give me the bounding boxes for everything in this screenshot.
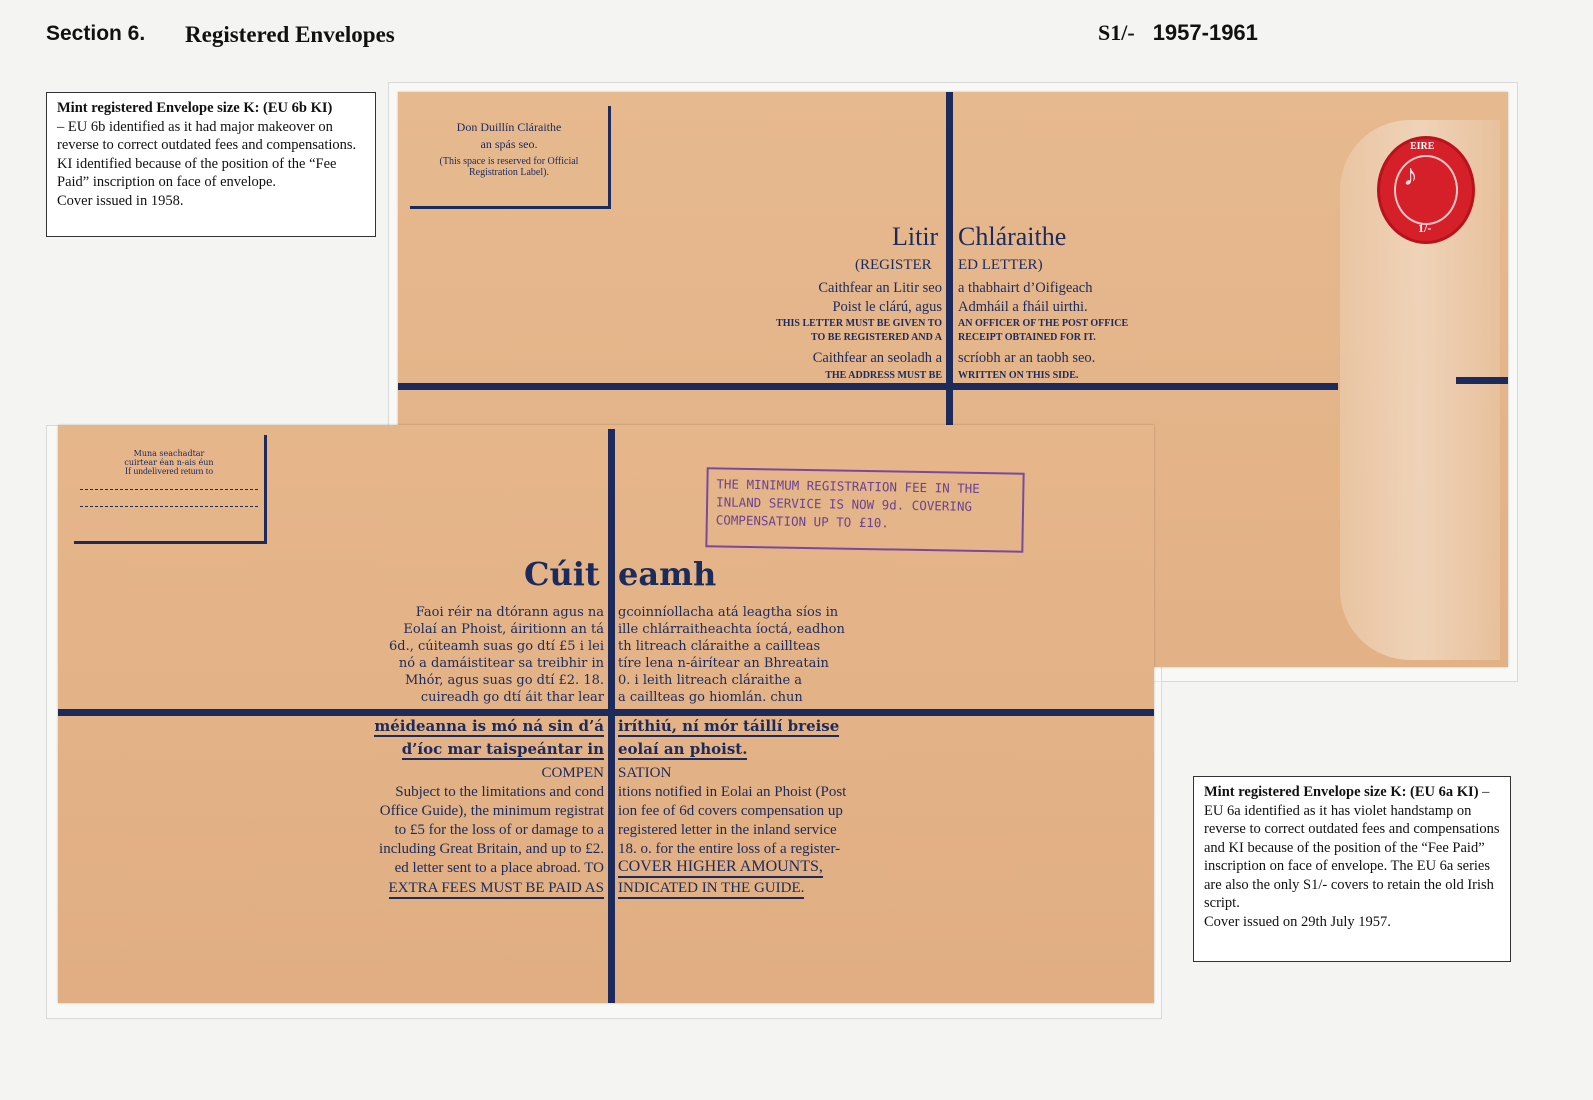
registration-label-box <box>410 106 611 209</box>
note-eu6b-body: – EU 6b identified as it had major makeover on reverse to correct outdated fees and compensations. KI identified because of the position of the “Fee Paid” inscription on face of envelope. <box>57 118 357 190</box>
front-right-line: RECEIPT OBTAINED FOR IT. <box>958 332 1096 343</box>
blue-cross-horizontal <box>398 383 1338 390</box>
page-title: Registered Envelopes <box>185 22 395 47</box>
title-cuit: Cúit <box>524 555 600 593</box>
compensation-left: COMPEN <box>541 765 604 781</box>
gael-left-line: Faoi réir na dtórann agus na <box>415 605 604 620</box>
return-address-box <box>74 435 267 544</box>
front-right-line: AN OFFICER OF THE POST OFFICE <box>958 318 1129 329</box>
gael-right-line: a caillteas go hiomlán. chun <box>618 690 803 705</box>
gael-left-line: nó a damáistitear sa treibhir in <box>398 656 604 671</box>
gael-left-line: Mhór, agus suas go dtí £2. 18. <box>404 673 604 688</box>
gael-right-line: ille chlárraitheachta íoctá, eadhon <box>618 622 845 637</box>
stamp-denomination: 1/- <box>1418 221 1432 235</box>
gael-left-line: 6d., cúiteamh suas go dtí £5 i lei <box>389 639 604 654</box>
gael-bold-left: d’íoc mar taispeántar in <box>401 740 604 758</box>
title-chlaraithe: Chláraithe <box>958 222 1067 251</box>
front-right-line: WRITTEN ON THIS SIDE. <box>958 370 1079 381</box>
gael-left-line: cuireadh go dtí áit thar lear <box>420 690 604 705</box>
label-box-irish-2: an spás seo. <box>480 137 538 151</box>
note-eu6a <box>1193 776 1511 962</box>
handstamp-line: COMPENSATION UP TO £10. <box>715 512 890 531</box>
gael-right-line: 0. i leith litreach cláraithe a <box>618 673 803 688</box>
note-eu6a-body: – EU 6a identified as it has violet handstamp on reverse to correct outdated fees and compensations and KI because of the position of the “Fee Paid” inscription on face of envelope. The EU 6a series are also the only S1/- covers to retain the old Irish script. <box>1204 784 1500 911</box>
eng-left-line: ed letter sent to a place abroad. TO <box>394 860 604 876</box>
subtitle-ed-letter: ED LETTER) <box>958 257 1043 273</box>
eng-right-line: registered letter in the inland service <box>618 822 837 838</box>
eng-left-line: Subject to the limitations and cond <box>395 784 604 800</box>
address-line <box>80 489 258 490</box>
gael-right-line: th litreach cláraithe a caillteas <box>618 639 821 654</box>
front-left-line: Caithfear an Litir seo <box>818 280 942 296</box>
eng-left-line: Office Guide), the minimum registrat <box>379 803 604 819</box>
stamp-value: S1/- <box>1098 20 1135 45</box>
front-left-line: THIS LETTER MUST BE GIVEN TO <box>776 318 942 329</box>
front-left-line: Poist le clárú, agus <box>832 299 942 315</box>
eng-right-line: itions notified in Eolai an Phoist (Post <box>618 784 847 800</box>
note-eu6b-issued: Cover issued in 1958. <box>57 192 184 209</box>
handstamp-line: INLAND SERVICE IS NOW 9d. COVERING <box>715 494 973 514</box>
eng-left-line: EXTRA FEES MUST BE PAID AS <box>389 880 604 899</box>
eng-right-line: 18. o. for the entire loss of a register- <box>618 841 841 857</box>
return-irish-2: cuirtear éan n-ais éun <box>124 458 214 467</box>
gael-right-line: tíre lena n-áirítear an Bhreatain <box>618 656 829 671</box>
stamp-country: EIRE <box>1410 141 1435 152</box>
eng-left-line: to £5 for the loss of or damage to a <box>394 822 604 838</box>
front-left-line: Caithfear an seoladh a <box>812 350 942 366</box>
front-right-line: a thabhairt d’Oifigeach <box>958 280 1093 296</box>
front-right-line: Admháil a fháil uirthi. <box>958 299 1088 315</box>
gael-bold-left: méideanna is mó ná sin d’á <box>374 717 604 735</box>
compensation-right: SATION <box>618 765 672 781</box>
title-eamh: eamh <box>618 555 717 593</box>
gael-bold-right: iríthiú, ní mór táillí breise <box>618 717 840 735</box>
handstamp-line: THE MINIMUM REGISTRATION FEE IN THE <box>716 476 980 496</box>
label-box-irish-1: Don Duillín Cláraithe <box>456 120 562 134</box>
subtitle-register: (REGISTER <box>855 257 932 273</box>
eng-right-line: INDICATED IN THE GUIDE. <box>618 880 804 899</box>
front-left-line: THE ADDRESS MUST BE <box>825 370 942 381</box>
note-eu6a-heading: Mint registered Envelope size K: (EU 6a KI) <box>1204 784 1479 800</box>
fee-paid-stamp <box>1377 136 1475 244</box>
issue-info <box>1098 20 1258 46</box>
blue-cross-horizontal <box>58 709 1154 716</box>
return-english: If undelivered return to <box>124 467 214 477</box>
issue-years: 1957-1961 <box>1152 20 1258 45</box>
gael-right-line: gcoinníollacha atá leagtha síos in <box>618 605 839 620</box>
section-number: Section 6. <box>46 22 146 45</box>
note-eu6b-heading: Mint registered Envelope size K: (EU 6b KI) <box>57 100 333 116</box>
gael-bold-right: eolaí an phoist. <box>618 740 748 758</box>
return-irish-1: Muna seachadtar <box>133 449 205 458</box>
note-eu6b <box>46 92 376 237</box>
harp-icon: ♪ <box>1403 159 1418 192</box>
blue-cross-horizontal-end <box>1456 377 1508 384</box>
violet-handstamp <box>705 467 1024 553</box>
front-left-line: TO BE REGISTERED AND A <box>811 332 942 343</box>
label-box-english-1: (This space is reserved for Official <box>439 156 579 167</box>
eng-right-line: COVER HIGHER AMOUNTS, <box>618 858 823 878</box>
eng-right-line: ion fee of 6d covers compensation up <box>618 803 843 819</box>
title-litir: Litir <box>892 222 939 251</box>
eng-left-line: including Great Britain, and up to £2. <box>379 841 604 857</box>
note-eu6a-issued: Cover issued on 29th July 1957. <box>1204 913 1391 930</box>
front-right-line: scríobh ar an taobh seo. <box>958 350 1096 366</box>
label-box-english-2: Registration Label). <box>469 167 549 178</box>
address-line <box>80 506 258 507</box>
gael-left-line: Eolaí an Phoist, áiritionn an tá <box>403 622 604 637</box>
blue-cross-vertical <box>608 429 615 1003</box>
